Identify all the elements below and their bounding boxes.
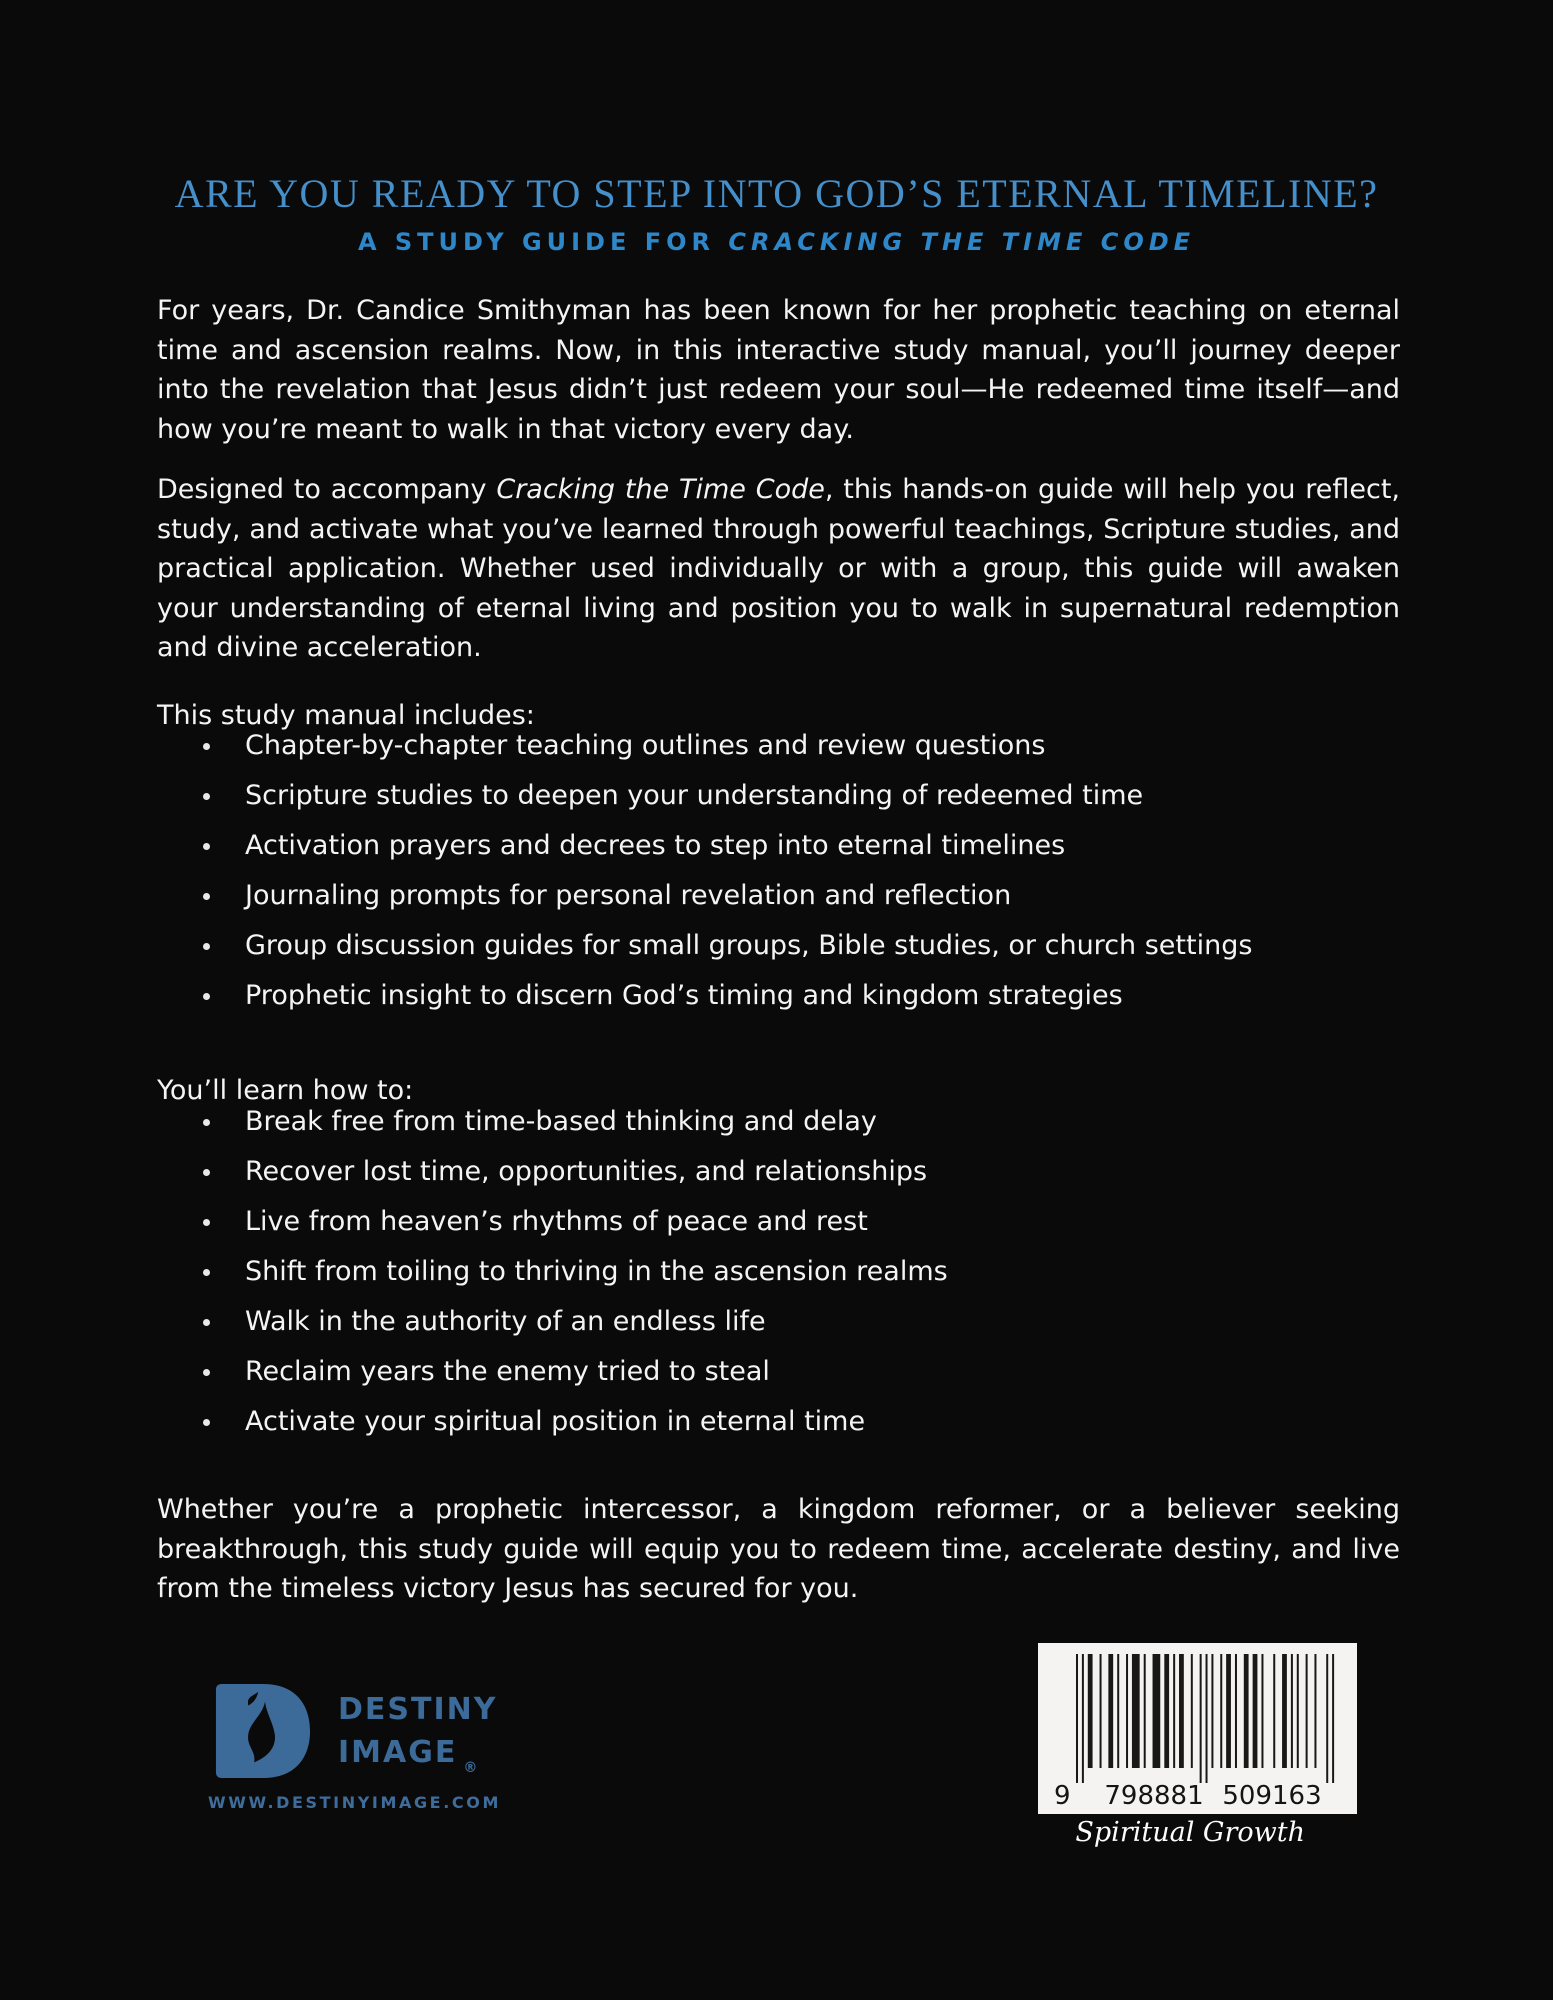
list-item-label: Scripture studies to deepen your understanding of redeemed time [245,780,1144,811]
includes-heading: This study manual includes: [157,700,535,731]
barcode [1038,1643,1357,1814]
list-item [157,771,1400,821]
bullet-icon [203,1119,210,1126]
barcode-bars-graphic [1038,1643,1357,1814]
barcode-digits-group1: 798881 [1104,1781,1204,1811]
includes-list [157,721,1400,1021]
bullet-icon [203,1419,210,1426]
bullet-icon [203,1219,210,1226]
paragraph-2-before: Designed to accompany [157,474,497,505]
bullet-icon [203,843,210,850]
bullet-icon [203,793,210,800]
learn-heading: You’ll learn how to: [157,1075,414,1106]
bullet-icon [203,893,210,900]
list-item [157,1247,1400,1297]
list-item-label: Reclaim years the enemy tried to steal [245,1356,770,1387]
list-item [157,1097,1400,1147]
list-item-label: Activation prayers and decrees to step into eternal timelines [245,830,1066,861]
list-item [157,1347,1400,1397]
learn-list [157,1097,1400,1447]
list-item-label: Break free from time-based thinking and delay [245,1106,877,1137]
barcode-digit-lead: 9 [1054,1781,1071,1811]
list-item [157,1397,1400,1447]
registered-trademark-icon: ® [463,1760,478,1776]
bullet-icon [203,1169,210,1176]
bullet-icon [203,993,210,1000]
list-item [157,821,1400,871]
list-item [157,1147,1400,1197]
paragraph-2-after: , this hands-on guide will help you reflect, study, and activate what you’ve learned through powerful teachings, Scripture studies, and practical application. Whether used individually or with a group, this guide will awaken your understanding of eternal living and position you to walk in supernatural redemption and divine acceleration. [157,474,1401,663]
list-item-label: Chapter-by-chapter teaching outlines and review questions [245,730,1046,761]
publisher-name [338,1688,497,1780]
list-item [157,1197,1400,1247]
bullet-icon [203,1319,210,1326]
list-item-label: Shift from toiling to thriving in the ascension realms [245,1256,948,1287]
list-item [157,971,1400,1021]
subtitle-prefix: A STUDY GUIDE FOR [357,227,729,256]
list-item-label: Recover lost time, opportunities, and relationships [245,1156,928,1187]
paragraph-2-book-title: Cracking the Time Code [496,474,825,505]
bullet-icon [203,1369,210,1376]
page-title: ARE YOU READY TO STEP INTO GOD’S ETERNAL TIMELINE? [174,170,1379,216]
list-item-label: Group discussion guides for small groups, Bible studies, or church settings [245,930,1253,961]
closing-paragraph: Whether you’re a prophetic intercessor, a kingdom reformer, or a believer seeking breakthrough, this study guide will equip you to redeem time, accelerate destiny, and live from the timeless victory Jesus has secured for you. [157,1494,1400,1604]
subtitle-book-title: CRACKING THE TIME CODE [728,227,1196,256]
bullet-icon [203,1269,210,1276]
publisher-name-line2: IMAGE $_®$ [338,1735,478,1776]
list-item-label: Walk in the authority of an endless life [245,1306,766,1337]
publisher-name-line1: DESTINY [338,1692,498,1727]
bullet-icon [203,743,210,750]
intro-paragraph-1: For years, Dr. Candice Smithyman has been known for her prophetic teaching on eternal time and ascension realms. Now, in this interactive study manual, you’ll journey deeper into the revelation that Jesus didn’t just redeem your soul—He redeemed time itself—and how you’re meant to walk in that victory every day. [157,295,1400,445]
list-item-label: Prophetic insight to discern God’s timing and kingdom strategies [245,980,1123,1011]
barcode-digits-group2: 509163 [1222,1781,1322,1811]
list-item-label: Journaling prompts for personal revelation and reflection [245,880,1012,911]
intro-paragraph-2 [157,470,1400,668]
destiny-image-flame-d-icon [205,1682,321,1780]
publisher-website: WWW.DESTINYIMAGE.COM [208,1793,501,1812]
list-item [157,921,1400,971]
list-item-label: Activate your spiritual position in eternal time [245,1406,866,1437]
subtitle [0,228,1553,256]
list-item-label: Live from heaven’s rhythms of peace and rest [245,1206,868,1237]
list-item [157,871,1400,921]
category-label: Spiritual Growth [1075,1817,1305,1848]
bullet-icon [203,943,210,950]
list-item [157,1297,1400,1347]
list-item [157,721,1400,771]
